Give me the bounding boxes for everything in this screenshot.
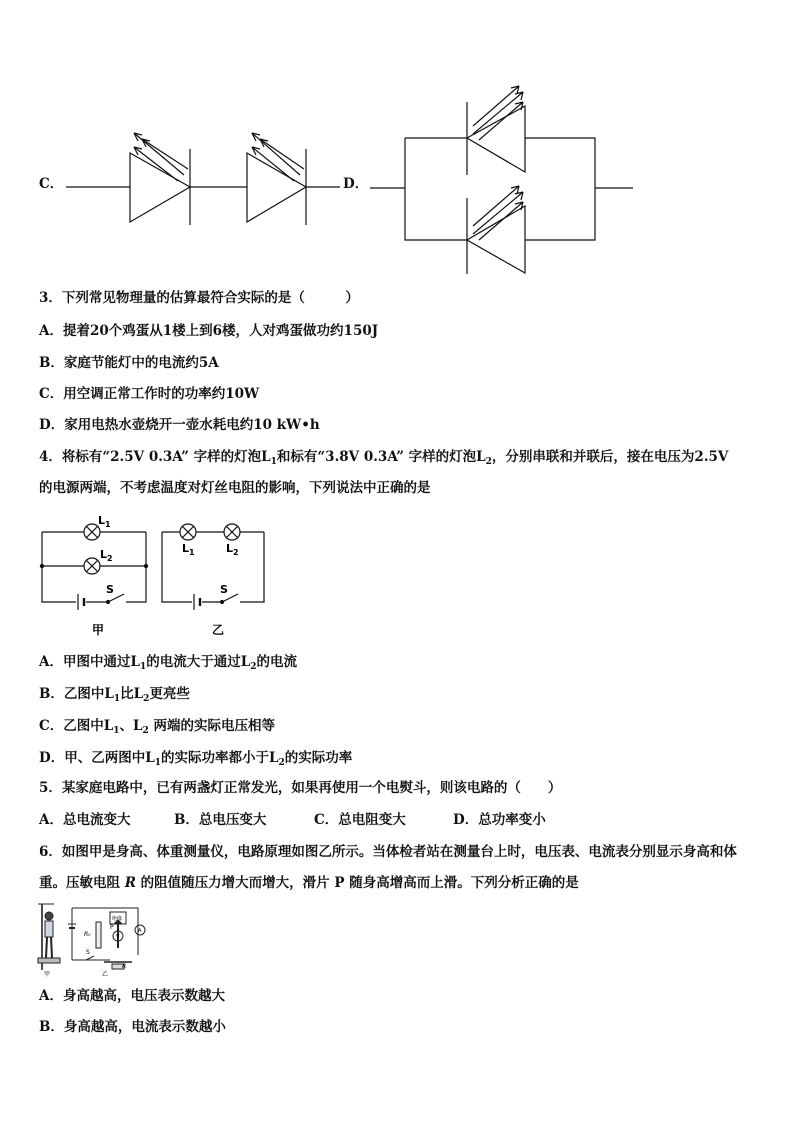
- q5-option-b: B．总电压变大: [174, 812, 267, 828]
- label-r: R: [122, 963, 127, 970]
- label-yi: 乙: [212, 623, 225, 637]
- q3-option-a: A．提着20个鸡蛋从1楼上到6楼，人对鸡蛋做功约150J: [39, 323, 379, 339]
- q5-option-c: C．总电阻变大: [314, 812, 406, 828]
- q3-option-d: D．家用电热水壶烧开一壶水耗电约10 kW•h: [39, 417, 320, 433]
- label-s-yi: S: [220, 583, 228, 596]
- label-s: S: [86, 949, 90, 956]
- q6-stem-line2: 重。压敏电阻 R 的阻值随压力增大而增大，滑片 P 随身高增高而上滑。下列分析正确的是: [39, 875, 579, 891]
- label-yi-q6: 乙: [102, 971, 109, 978]
- q6-stem-line1: 6．如图甲是身高、体重测量仪，电路原理如图乙所示。当体检者站在测量台上时，电压表、电流表分别显示身高和体: [39, 844, 737, 860]
- q4-option-a: A．甲图中通过$L_1$的电流大于通过$L_2$的电流: [39, 654, 297, 672]
- led-series-diagram: [60, 125, 350, 225]
- q5-option-d: D．总功率变小: [453, 812, 546, 828]
- label-jia: 甲: [92, 623, 105, 637]
- q5-stem: 5．某家庭电路中，已有两盏灯正常发光，如果再使用一个电熨斗，则该电路的（ ）: [39, 780, 562, 796]
- option-c-label: C．: [39, 176, 64, 192]
- label-jia-q6: 甲: [44, 971, 51, 978]
- q3-option-c: C．用空调正常工作时的功率约10W: [39, 386, 260, 402]
- label-p: P: [110, 924, 114, 931]
- label-insulation: 绝缘: [112, 916, 123, 922]
- circuit-jia-diagram: [36, 510, 161, 640]
- label-l2-jia: $L_2$: [100, 548, 113, 563]
- label-r0: R₀: [84, 931, 91, 938]
- q4-option-d: D．甲、乙两图中$L_1$的实际功率都小于$L_2$的实际功率: [39, 750, 353, 768]
- voltmeter-label: V: [116, 934, 120, 940]
- q6-option-b: B．身高越高，电流表示数越小: [39, 1019, 226, 1035]
- label-l1-yi: $L_1$: [182, 542, 195, 557]
- led-parallel-diagram: [365, 80, 640, 280]
- q6-option-a: A．身高越高，电压表示数越大: [39, 988, 225, 1004]
- circuit-yi-diagram: [156, 510, 276, 640]
- q5-option-a: A．总电流变大: [39, 812, 131, 828]
- label-l1-jia: $L_1$: [98, 514, 111, 529]
- height-weight-meter-diagram: [34, 900, 164, 980]
- option-d-label: D．: [343, 176, 369, 192]
- q4-stem-line2: 的电源两端，不考虑温度对灯丝电阻的影响，下列说法中正确的是: [39, 480, 431, 496]
- ammeter-label: A: [138, 928, 142, 934]
- q3-option-b: B．家庭节能灯中的电流约5A: [39, 355, 219, 371]
- label-l2-yi: $L_2$: [226, 542, 239, 557]
- q4-option-c: C．乙图中$L_1$、$L_2$ 两端的实际电压相等: [39, 718, 275, 736]
- q4-stem-line1: 4．将标有“2.5V 0.3A” 字样的灯泡$L_1$和标有“3.8V 0.3A” 字样的灯泡$L_2$，分别串联和并联后，接在电压为2.5V: [39, 449, 729, 467]
- label-s-jia: S: [106, 583, 114, 596]
- q3-stem: 3．下列常见物理量的估算最符合实际的是（ ）: [39, 290, 359, 306]
- q4-option-b: B．乙图中$L_1$比$L_2$更亮些: [39, 686, 190, 704]
